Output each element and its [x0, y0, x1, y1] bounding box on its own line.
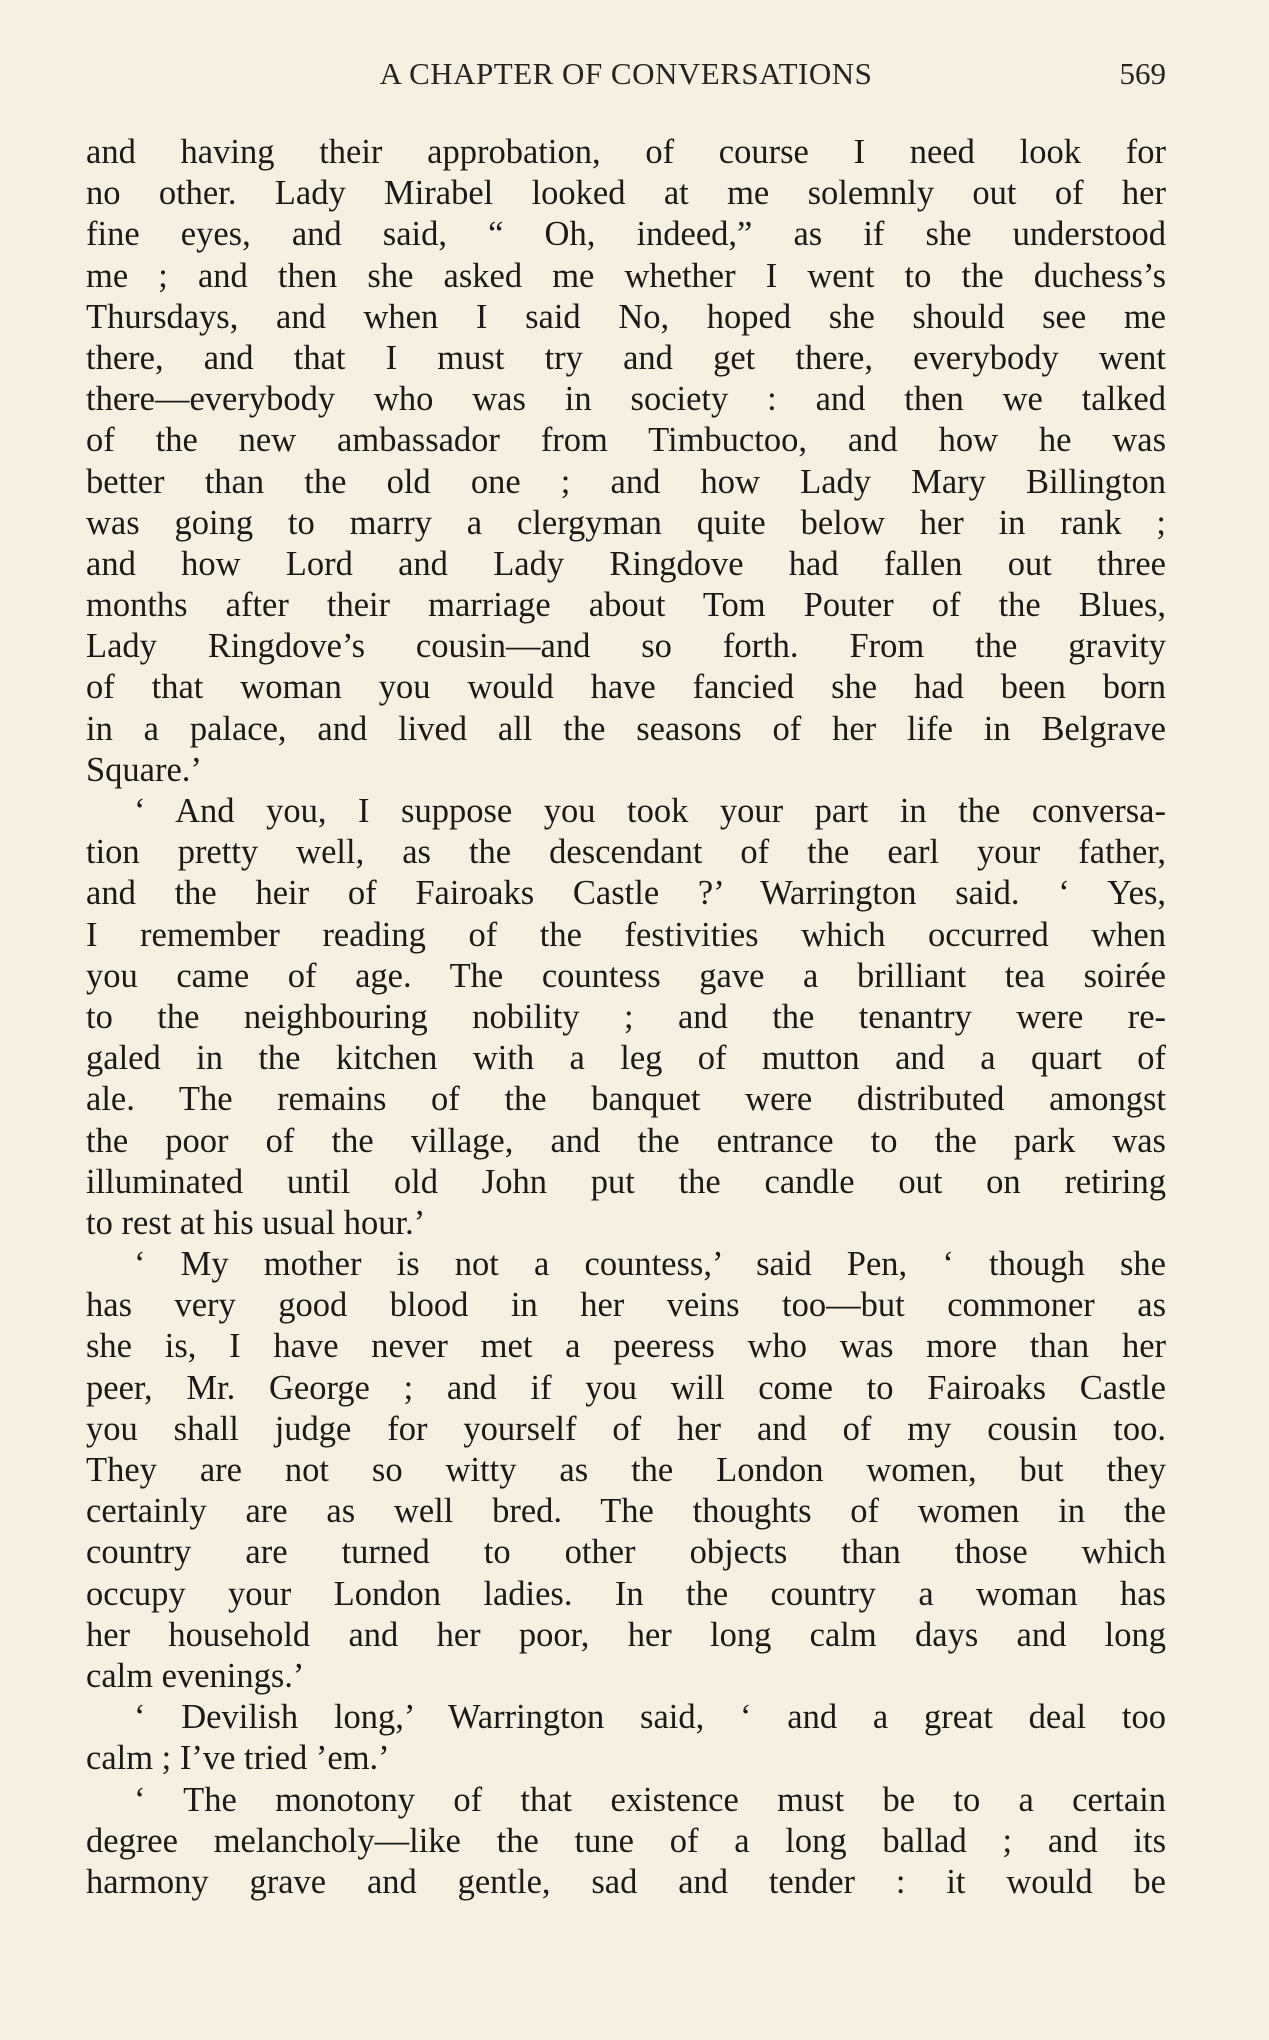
text-line: and having their approbation, of course I need look for	[86, 133, 1166, 171]
text-line: Square.’	[86, 750, 202, 789]
text-line: in a palace, and lived all the seasons of her life in Belgrave	[86, 709, 1166, 748]
text-line: months after their marriage about Tom Pouter of the Blues,	[86, 586, 1166, 625]
text-line: has very good blood in her veins too—but commoner as	[86, 1286, 1166, 1325]
running-head	[86, 56, 1166, 96]
text-line: there, and that I must try and get there, everybody went	[86, 338, 1166, 377]
page-number: 569	[1119, 56, 1166, 91]
text-line: no other. Lady Mirabel looked at me solemnly out of her	[86, 174, 1166, 213]
text-line: They are not so witty as the London women, but they	[86, 1451, 1166, 1489]
text-line: Thursdays, and when I said No, hoped she should see me	[86, 297, 1166, 336]
text-line: better than the old one ; and how Lady Mary Billington	[86, 462, 1166, 501]
text-line: Lady Ringdove’s cousin—and so forth. From the gravity	[86, 627, 1166, 666]
text-line: fine eyes, and said, “ Oh, indeed,” as if she understood	[86, 215, 1166, 254]
text-line: occupy your London ladies. In the country a woman has	[86, 1574, 1166, 1613]
text-line: of that woman you would have fancied she had been born	[86, 668, 1166, 707]
text-line: and how Lord and Lady Ringdove had fallen out three	[86, 544, 1166, 583]
paragraph-start-line: ‘ The monotony of that existence must be to a certain	[134, 1780, 1166, 1819]
text-line: she is, I have never met a peeress who was more than her	[86, 1327, 1166, 1366]
text-line: certainly are as well bred. The thoughts of women in the	[86, 1492, 1166, 1531]
text-line: peer, Mr. George ; and if you will come to Fairoaks Castle	[86, 1368, 1166, 1407]
text-line: illuminated until old John put the candle out on retiring	[86, 1162, 1166, 1201]
text-line: her household and her poor, her long calm days and long	[86, 1615, 1166, 1654]
paragraph-start-line: ‘ And you, I suppose you took your part in the conversa-	[134, 792, 1166, 830]
text-line: galed in the kitchen with a leg of mutton and a quart of	[86, 1039, 1166, 1078]
text-line: degree melancholy—like the tune of a long ballad ; and its	[86, 1821, 1166, 1860]
text-line: of the new ambassador from Timbuctoo, and how he was	[86, 421, 1166, 460]
text-line: me ; and then she asked me whether I went to the duchess’s	[86, 256, 1166, 295]
text-line: to rest at his usual hour.’	[86, 1203, 426, 1242]
text-line: you came of age. The countess gave a brilliant tea soirée	[86, 956, 1166, 995]
text-line: ale. The remains of the banquet were distributed amongst	[86, 1080, 1166, 1119]
text-line: tion pretty well, as the descendant of the earl your father,	[86, 833, 1166, 872]
text-line: you shall judge for yourself of her and of my cousin too.	[86, 1409, 1166, 1448]
text-line: harmony grave and gentle, sad and tender : it would be	[86, 1862, 1166, 1901]
paragraph-start-line: ‘ My mother is not a countess,’ said Pen, ‘ though she	[134, 1245, 1166, 1284]
text-line: the poor of the village, and the entrance to the park was	[86, 1121, 1166, 1160]
text-line: to the neighbouring nobility ; and the tenantry were re-	[86, 997, 1166, 1036]
text-line: there—everybody who was in society : and then we talked	[86, 380, 1166, 419]
text-line: calm evenings.’	[86, 1656, 305, 1695]
running-title: A CHAPTER OF CONVERSATIONS	[379, 56, 873, 91]
text-line: calm ; I’ve tried ’em.’	[86, 1739, 390, 1778]
text-line: was going to marry a clergyman quite below her in rank ;	[86, 503, 1166, 542]
text-line: and the heir of Fairoaks Castle ?’ Warrington said. ‘ Yes,	[86, 874, 1166, 913]
text-line: I remember reading of the festivities which occurred when	[86, 915, 1166, 954]
text-line: country are turned to other objects than those which	[86, 1533, 1166, 1572]
body-text	[86, 132, 1166, 1903]
paragraph-start-line: ‘ Devilish long,’ Warrington said, ‘ and a great deal too	[134, 1698, 1166, 1737]
